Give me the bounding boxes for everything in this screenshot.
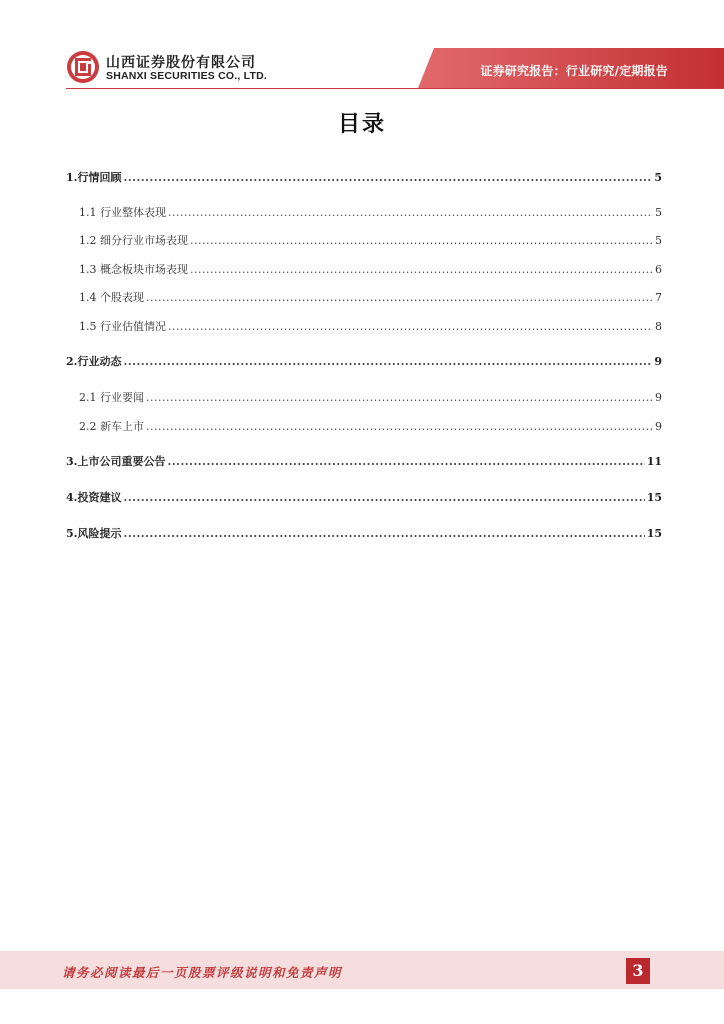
toc-entry-page: 11	[646, 455, 662, 468]
toc-entry[interactable]	[66, 290, 662, 306]
toc-entry-label: 3.上市公司重要公告	[66, 455, 166, 468]
toc-entry[interactable]	[66, 354, 662, 370]
toc-entry-page: 8	[655, 320, 662, 333]
toc-entry-page: 6	[655, 263, 662, 276]
toc-entry-label: 2.2 新车上市	[79, 420, 144, 433]
toc-entry[interactable]	[66, 390, 662, 406]
toc-leader-dots	[146, 390, 653, 406]
toc-leader-dots	[190, 262, 653, 278]
toc-title: 目录	[337, 112, 386, 137]
toc-entry-page: 5	[655, 234, 662, 247]
toc-entry-label: 1.行情回顾	[66, 171, 122, 184]
toc-leader-dots	[123, 526, 644, 542]
header-divider	[66, 88, 724, 89]
toc-entry-page: 5	[655, 206, 662, 219]
toc-entry-label: 1.3 概念板块市场表现	[79, 263, 188, 276]
toc-entry-label: 4.投资建议	[66, 491, 122, 504]
toc-entry-page: 15	[646, 491, 662, 504]
toc-entry[interactable]	[66, 319, 662, 335]
toc-entry[interactable]	[66, 262, 662, 278]
toc-leader-dots	[146, 290, 653, 306]
toc-entry-page: 15	[646, 527, 662, 540]
toc-entry-label: 5.风险提示	[66, 527, 122, 540]
page-header	[0, 0, 724, 100]
toc-entry[interactable]	[66, 526, 662, 542]
toc-entry-label: 1.4 个股表现	[79, 291, 144, 304]
toc-entry-page: 9	[655, 391, 662, 404]
toc-leader-dots	[123, 354, 652, 370]
toc-entry-label: 1.1 行业整体表现	[79, 206, 166, 219]
disclaimer-notice: 请务必阅读最后一页股票评级说明和免责声明	[62, 965, 343, 980]
toc-leader-dots	[168, 319, 653, 335]
toc-entry-label: 2.行业动态	[66, 355, 122, 368]
toc-entry-label: 1.5 行业估值情况	[79, 320, 166, 333]
toc-entry-page: 9	[654, 355, 662, 368]
toc-entry[interactable]	[66, 419, 662, 435]
toc-leader-dots	[168, 205, 653, 221]
toc-leader-dots	[123, 490, 644, 506]
toc-entry[interactable]	[66, 170, 662, 186]
toc-entry[interactable]	[66, 205, 662, 221]
toc-leader-dots	[123, 170, 652, 186]
toc-entry-label: 1.2 细分行业市场表现	[79, 234, 188, 247]
company-name-cn: 山西证券股份有限公司	[106, 55, 256, 71]
toc-entry[interactable]	[66, 233, 662, 249]
company-name-en: SHANXI SECURITIES CO., LTD.	[106, 70, 267, 82]
toc-entry[interactable]	[66, 454, 662, 470]
page-number: 3	[626, 958, 650, 984]
company-logo-icon	[66, 50, 100, 84]
toc-entry-label: 2.1 行业要闻	[79, 391, 144, 404]
toc-leader-dots	[190, 233, 653, 249]
toc-leader-dots	[146, 419, 653, 435]
report-type-label: 证券研究报告：行业研究/定期报告	[480, 64, 668, 78]
toc-leader-dots	[167, 454, 644, 470]
toc-entry-page: 9	[655, 420, 662, 433]
toc-entry-page: 5	[654, 171, 662, 184]
toc-entry[interactable]	[66, 490, 662, 506]
toc-entry-page: 7	[655, 291, 662, 304]
